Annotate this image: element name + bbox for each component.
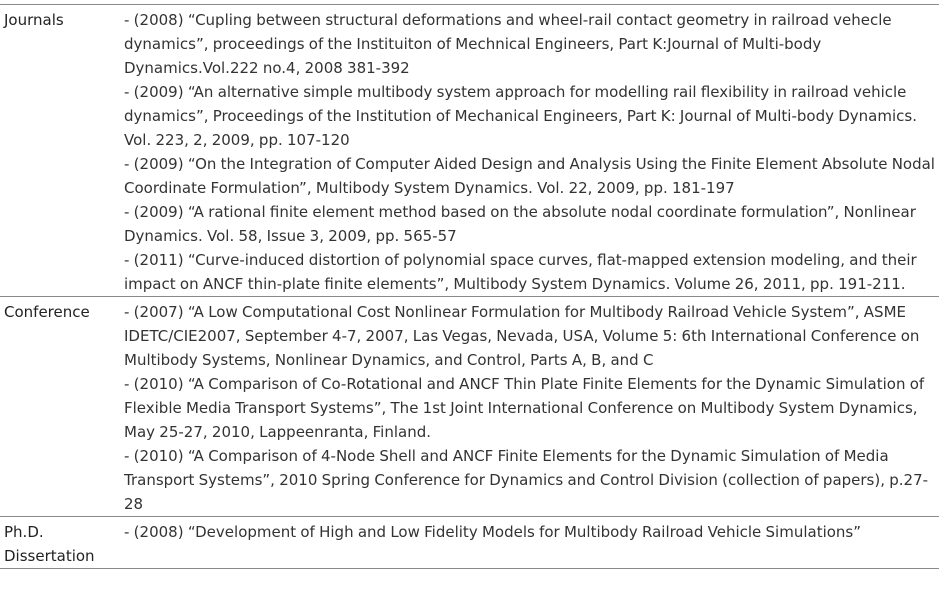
entry-list: [124, 297, 939, 517]
publications-table: [0, 4, 939, 569]
dissertation-entry-2008: - (2008) “Development of High and Low Fidelity Models for Multibody Railroad Vehicle Simulations”: [124, 523, 862, 541]
section-label: Conference: [4, 303, 90, 321]
section-label: Ph.D. Dissertation: [4, 523, 95, 565]
journal-entry-2009-rail-flexibility: - (2009) “An alternative simple multibody system approach for modelling rail flexibility in railroad vehicle dynamics”, Proceedings of the Institution of Mechanical Engineers, Part K: Journal of Multi-body Dynamics. Vol. 223, 2, 2009, pp. 107-120: [124, 83, 917, 149]
section-label: Journals: [4, 11, 64, 29]
entry-list: [124, 5, 939, 297]
conference-entry-2010-4-node-shell: - (2010) “A Comparison of 4-Node Shell and ANCF Finite Elements for the Dynamic Simulation of Media Transport Systems”, 2010 Spring Conference for Dynamics and Control Division (collection of papers), p.27-28: [124, 447, 929, 513]
journal-entry-2009-rational-fem: - (2009) “A rational finite element method based on the absolute nodal coordinate formulation”, Nonlinear Dynamics. Vol. 58, Issue 3, 2009, pp. 565-57: [124, 203, 916, 245]
entry-list: [124, 517, 939, 569]
section-conference: [0, 297, 939, 517]
conference-entry-2010-co-rotational: - (2010) “A Comparison of Co-Rotational and ANCF Thin Plate Finite Elements for the Dynamic Simulation of Flexible Media Transport Systems”, The 1st Joint International Conference on Multibody System Dynamics, May 25-27, 2010, Lappeenranta, Finland.: [124, 375, 925, 441]
journal-entry-2008-cupling: - (2008) “Cupling between structural deformations and wheel-rail contact geometry in railroad vehecle dynamics”, proceedings of the Instituiton of Mechnical Engineers, Part K:Journal of Multi-body Dynamics.Vol.222 no.4, 2008 381-392: [124, 11, 892, 77]
journal-entry-2011-curve-distortion: - (2011) “Curve-induced distortion of polynomial space curves, flat-mapped extension modeling, and their impact on ANCF thin-plate finite elements”, Multibody System Dynamics. Volume 26, 2011, pp. 191-211.: [124, 251, 917, 293]
journal-entry-2009-cad-integration: - (2009) “On the Integration of Computer Aided Design and Analysis Using the Finite Element Absolute Nodal Coordinate Formulation”, Multibody System Dynamics. Vol. 22, 2009, pp. 181-197: [124, 155, 935, 197]
section-dissertation: [0, 517, 939, 569]
publications-body: [0, 5, 939, 569]
section-journals: [0, 5, 939, 297]
conference-entry-2007-low-cost: - (2007) “A Low Computational Cost Nonlinear Formulation for Multibody Railroad Vehicle System”, ASME IDETC/CIE2007, September 4-7, 2007, Las Vegas, Nevada, USA, Volume 5: 6th International Conference on Multibody Systems, Nonlinear Dynamics, and Control, Parts A, B, and C: [124, 303, 920, 369]
